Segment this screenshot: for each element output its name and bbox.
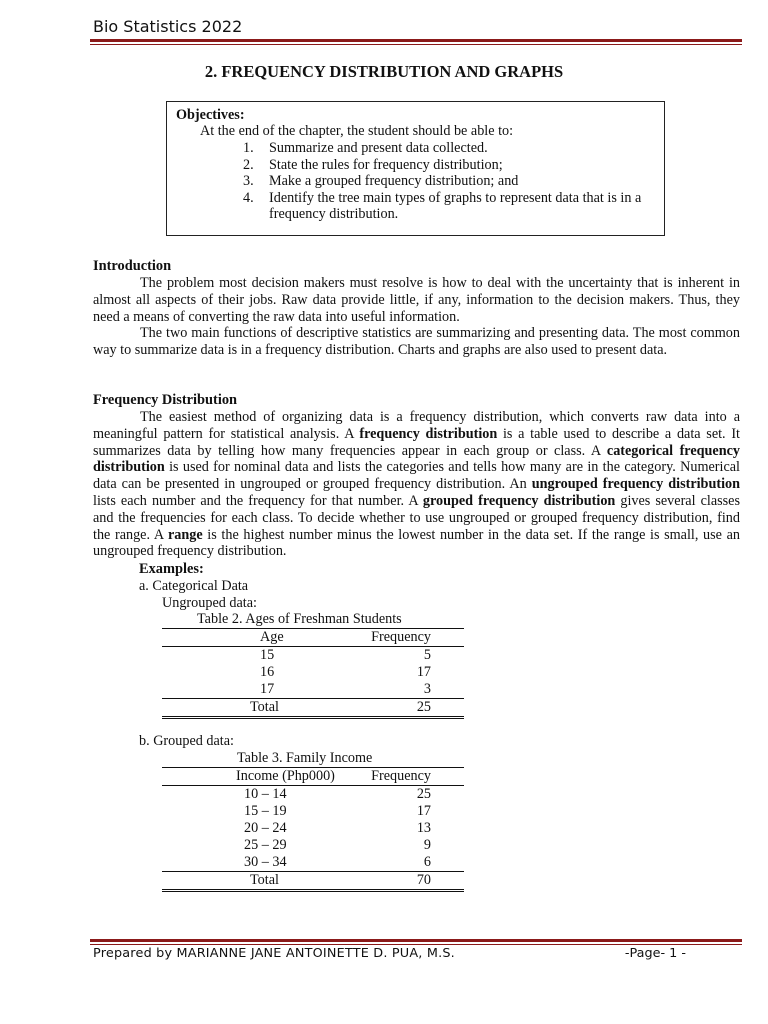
objective-item: 1. Summarize and present data collected.	[243, 140, 488, 156]
introduction-heading: Introduction	[93, 258, 172, 274]
table-row: 25 – 29 9	[244, 837, 431, 853]
table-row: 17 3	[162, 681, 464, 699]
footer-rule	[90, 939, 742, 945]
header-rule	[90, 39, 742, 45]
table-row: 15 5	[260, 647, 431, 663]
objectives-box	[166, 101, 665, 236]
table-ages-freshman	[162, 628, 464, 719]
table-family-income	[162, 767, 464, 892]
page-number: -Page- 1 -	[624, 946, 686, 961]
column-header: Frequency	[371, 768, 431, 784]
objective-item: 2. State the rules for frequency distribution;	[243, 156, 503, 173]
objectives-intro: At the end of the chapter, the student should be able to:	[200, 123, 514, 139]
table-total-row: Total 25	[162, 699, 464, 718]
table-header-row	[162, 629, 464, 647]
table3-caption: Table 3. Family Income	[237, 750, 373, 766]
table-row: 20 – 24 13	[244, 820, 431, 836]
examples-heading: Examples:	[139, 561, 204, 577]
footer-prepared-by: Prepared by MARIANNE JANE ANTOINETTE D. PUA, M.S.	[93, 946, 455, 961]
table-row: 15 – 19 17	[244, 803, 431, 819]
example-b-label: b. Grouped data:	[139, 733, 234, 749]
table2-caption: Table 2. Ages of Freshman Students	[197, 611, 402, 627]
table-row: 16 17	[260, 664, 431, 680]
objective-item: 4. Identify the tree main types of graphs to represent data that is in a frequency distribution.	[243, 189, 642, 223]
objective-item: 3. Make a grouped frequency distribution; and	[243, 173, 519, 190]
introduction-body	[93, 275, 740, 359]
table-total-row: Total 70	[162, 872, 464, 891]
column-header: Age	[260, 629, 284, 645]
document-header-title: Bio Statistics 2022	[93, 17, 243, 36]
objectives-list	[243, 140, 653, 223]
table-row: 30 – 34 6	[162, 854, 464, 872]
example-a-label: a. Categorical Data	[139, 578, 249, 594]
example-a-sublabel: Ungrouped data:	[162, 595, 257, 611]
column-header: Frequency	[371, 629, 431, 645]
introduction-paragraph-1: The problem most decision makers must resolve is how to deal with the uncertainty that is inherent in almost all aspects of their jobs. Raw data provide little, if any, information to the decision makers. Thus, they need a means of converting the raw data into useful information.	[93, 275, 740, 325]
chapter-title: 2. FREQUENCY DISTRIBUTION AND GRAPHS	[204, 62, 564, 81]
table-header-row	[162, 768, 464, 786]
frequency-distribution-heading: Frequency Distribution	[93, 392, 238, 408]
column-header: Income (Php000)	[236, 768, 335, 784]
introduction-paragraph-2: The two main functions of descriptive statistics are summarizing and presenting data. The most common way to summarize data is in a frequency distribution. Charts and graphs are also used to present data.	[93, 325, 740, 359]
objectives-heading: Objectives:	[176, 107, 245, 123]
frequency-distribution-paragraph: The easiest method of organizing data is a frequency distribution, which converts raw data into a meaningful pattern for statistical analysis. A frequency distribution is a table used to describe a data set. It summarizes data by telling how many frequencies appear in each group or class. A categorical frequency distribution is used for nominal data and lists the categories and tells how many are in the category. Numerical data can be presented in ungrouped or grouped frequency distribution. An ungrouped frequency distribution lists each number and the frequency for that number. A grouped frequency distribution gives several classes and the frequencies for each class. To decide whether to use ungrouped or grouped frequency distribution, find the range. A range is the highest number minus the lowest number in the data set. If the range is small, use an ungrouped frequency distribution.	[93, 409, 740, 560]
table-row: 10 – 14 25	[244, 786, 431, 802]
